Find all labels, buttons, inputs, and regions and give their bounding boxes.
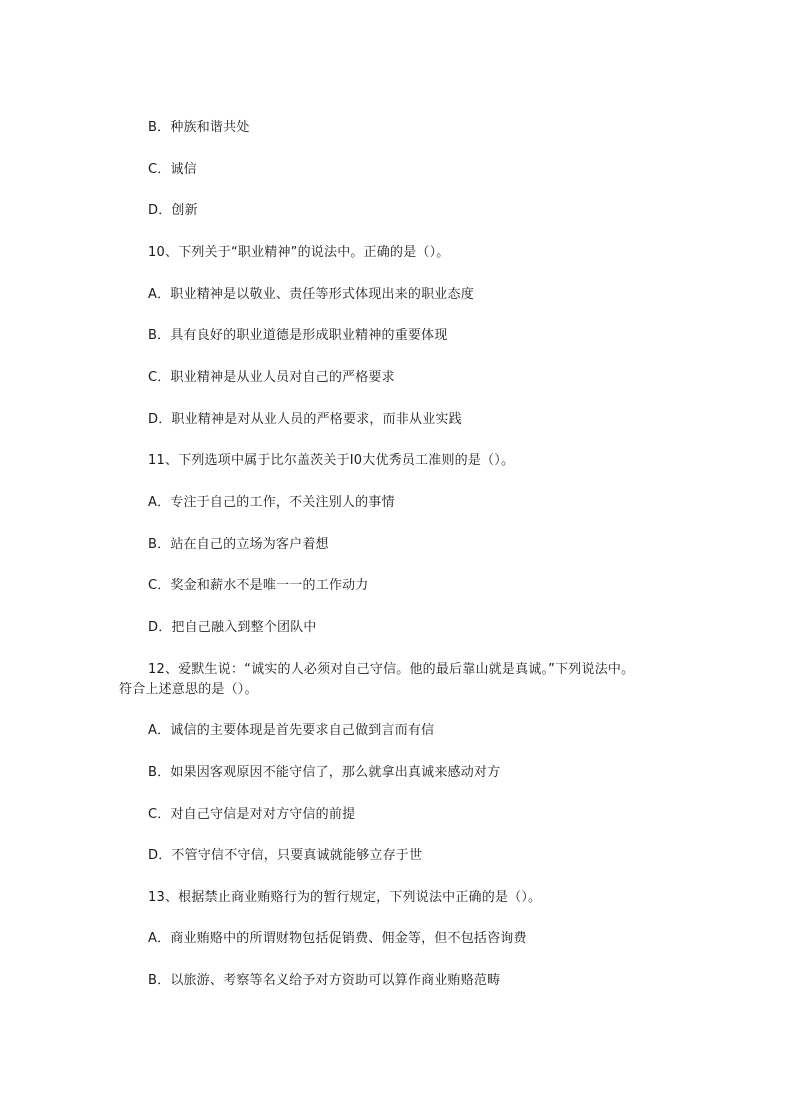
option-b-q13: B．以旅游、考察等名义给予对方资助可以算作商业贿赂范畴	[148, 973, 501, 988]
question-12: 12、爱默生说：“诚实的人必须对自己守信。他的最后靠山就是真诚。”下列说法中。	[148, 662, 635, 677]
option-c-q11: C．奖金和薪水不是唯一一的工作动力	[148, 578, 369, 593]
option-c-q9: C．诚信	[148, 162, 197, 177]
question-12-continued: 符合上述意思的是（）。	[119, 682, 258, 697]
option-b-q11: B．站在自己的立场为客户着想	[148, 537, 329, 552]
option-d-q9: D．创新	[148, 203, 198, 218]
option-b-q9: B．种族和谐共处	[148, 120, 250, 135]
option-a-q11: A．专注于自己的工作，不关注别人的事情	[148, 495, 395, 510]
option-d-q11: D．把自己融入到整个团队中	[148, 620, 317, 635]
question-10: 10、下列关于“职业精神”的说法中。正确的是（）。	[148, 245, 450, 260]
option-a-q12: A．诚信的主要体现是首先要求自己做到言而有信	[148, 723, 435, 738]
option-c-q12: C．对自己守信是对对方守信的前提	[148, 807, 356, 822]
option-a-q13: A．商业贿赂中的所谓财物包括促销费、佣金等，但不包括咨询费	[148, 931, 527, 946]
question-13: 13、根据禁止商业贿赂行为的暂行规定，下列说法中正确的是（）。	[148, 890, 542, 905]
option-a-q10: A．职业精神是以敬业、责任等形式体现出来的职业态度	[148, 287, 474, 302]
option-b-q10: B．具有良好的职业道德是形成职业精神的重要体现	[148, 328, 448, 343]
option-b-q12: B．如果因客观原因不能守信了，那么就拿出真诚来感动对方	[148, 765, 501, 780]
option-c-q10: C．职业精神是从业人员对自己的严格要求	[148, 370, 395, 385]
option-d-q10: D．职业精神是对从业人员的严格要求，而非从业实践	[148, 412, 462, 427]
question-11: 11、下列选项中属于比尔盖茨关于I0大优秀员工准则的是（）。	[148, 453, 515, 468]
option-d-q12: D．不管守信不守信，只要真诚就能够立存于世	[148, 848, 423, 863]
